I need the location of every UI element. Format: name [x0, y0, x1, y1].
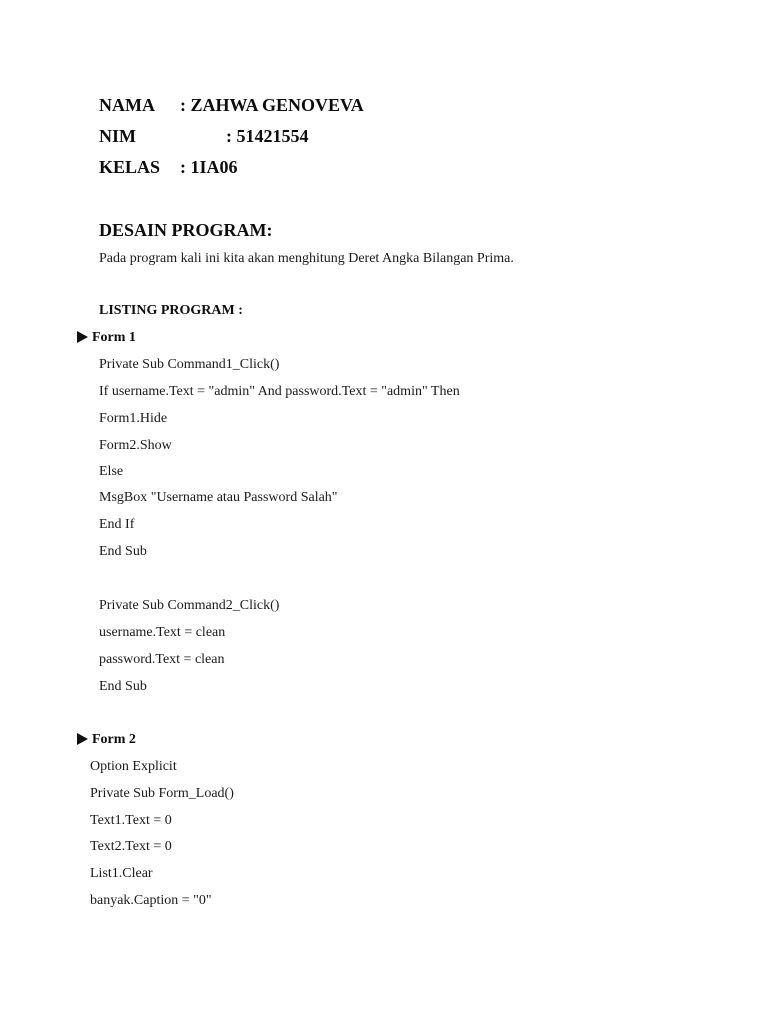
code-line: If username.Text = "admin" And password.Text = "admin" Then — [99, 384, 460, 399]
form2-bullet — [77, 733, 136, 747]
code-line: password.Text = clean — [99, 652, 225, 667]
code-line: Form1.Hide — [99, 411, 168, 426]
code-line: End If — [99, 517, 135, 532]
code-line: banyak.Caption = "0" — [90, 893, 212, 908]
form1-label: Form 1 — [92, 330, 136, 345]
code-line: Private Sub Form_Load() — [90, 786, 234, 801]
code-line: Private Sub Command2_Click() — [99, 598, 280, 613]
desain-description: Pada program kali ini kita akan menghitung Deret Angka Bilangan Prima. — [99, 251, 514, 266]
nama-value: : ZAHWA GENOVEVA — [180, 95, 364, 115]
code-line: Form2.Show — [99, 438, 172, 453]
nim-label: NIM — [99, 126, 136, 146]
arrow-bullet-icon — [77, 331, 88, 343]
nama-label: NAMA — [99, 95, 155, 115]
kelas-label: KELAS — [99, 157, 161, 177]
code-line: End Sub — [99, 679, 147, 694]
kelas-value: : 1IA06 — [180, 157, 238, 177]
code-line: username.Text = clean — [99, 625, 226, 640]
form2-label: Form 2 — [92, 732, 136, 747]
form1-bullet — [77, 331, 136, 345]
listing-title: LISTING PROGRAM : — [99, 303, 243, 318]
code-line: MsgBox "Username atau Password Salah" — [99, 490, 338, 505]
nim-value: : 51421554 — [226, 126, 309, 146]
arrow-bullet-icon — [77, 733, 88, 745]
code-line: Option Explicit — [90, 759, 177, 774]
code-line: Text1.Text = 0 — [90, 813, 172, 828]
code-line: Private Sub Command1_Click() — [99, 357, 280, 372]
code-line: End Sub — [99, 544, 147, 559]
desain-title: DESAIN PROGRAM: — [99, 220, 273, 240]
code-line: Text2.Text = 0 — [90, 839, 172, 854]
code-line: List1.Clear — [90, 866, 153, 881]
code-line: Else — [99, 464, 124, 479]
